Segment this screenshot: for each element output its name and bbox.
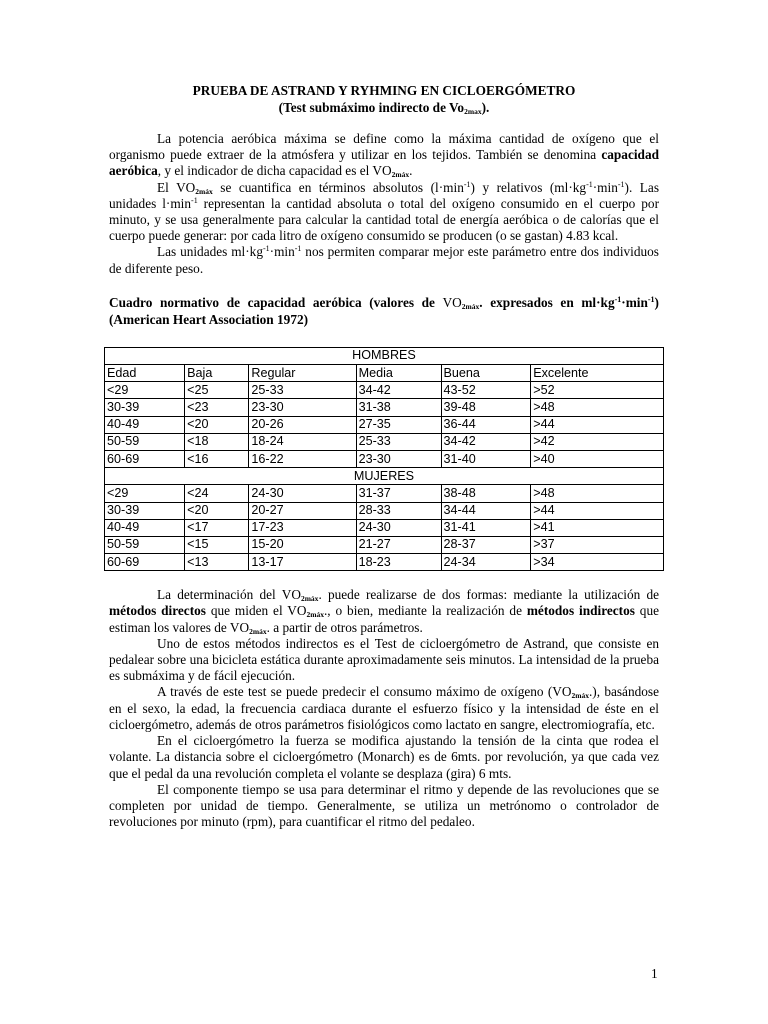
table-cell: <29: [105, 485, 185, 502]
title-line-2: (Test submáximo indirecto de $Vo_{2max}$).: [278, 100, 490, 116]
table-cell: 24-30: [356, 519, 441, 536]
paragraph-prediction: A través de este test se puede predecir el consumo máximo de oxígeno $(VO_{2máx}.)$, basándose en el sexo, la edad, la frecuencia cardiaca durante el esfuerzo físico y la intensidad de éste en el cicloergómetro, además de otros parámetros fisiológicos como lactato en sangre, electromiografía, etc.: [109, 684, 659, 732]
table-cell: <20: [185, 416, 249, 433]
table-cell: 21-27: [356, 536, 441, 553]
table-cell: 15-20: [249, 536, 356, 553]
table-cell: 13-17: [249, 554, 356, 571]
group-header-women-label: MUJERES: [105, 468, 664, 485]
table-cell: 40-49: [105, 416, 185, 433]
paragraph-methods: La determinación del $VO_{2máx}$. puede realizarse de dos formas: mediante la utilización de métodos directos que miden el $VO_{2máx}$., o bien, mediante la realización de métodos indirectos que estiman los valores de $VO_{2máx}$. a partir de otros parámetros.: [109, 587, 660, 636]
table-cell: 31-40: [441, 450, 531, 467]
table-cell: 24-34: [441, 554, 531, 571]
column-header: Excelente: [531, 365, 664, 382]
table-row: [105, 416, 664, 433]
table-cell: 16-22: [249, 450, 356, 467]
table-cell: 18-23: [356, 554, 441, 571]
table-cell: 60-69: [105, 450, 185, 467]
table-cell: <16: [185, 450, 249, 467]
table-cell: >48: [531, 399, 664, 416]
table-cell: 34-44: [441, 502, 531, 519]
table-cell: 20-27: [249, 502, 356, 519]
table-cell: >48: [531, 485, 664, 502]
table-cell: <25: [185, 382, 249, 399]
table-cell: 18-24: [249, 433, 356, 450]
table-cell: 31-41: [441, 519, 531, 536]
paragraph-astrand-test: Uno de estos métodos indirectos es el Test de cicloergómetro de Astrand, que consiste en pedalear sobre una bicicleta estática durante aproximadamente seis minutos. La intensidad de la prueba es submáxima y de fácil ejecución.: [109, 635, 659, 684]
aerobic-capacity-table: [104, 347, 664, 571]
group-header-women: [105, 468, 664, 485]
table-cell: 23-30: [249, 399, 356, 416]
table-cell: 39-48: [441, 399, 531, 416]
table-cell: >37: [531, 536, 664, 553]
table-cell: <18: [185, 433, 249, 450]
table-row: [105, 519, 664, 536]
table-row: [105, 536, 664, 553]
table-row: [105, 502, 664, 519]
table-cell: 30-39: [105, 502, 185, 519]
table-row: [105, 399, 664, 416]
table-cell: 20-26: [249, 416, 356, 433]
column-header: Baja: [185, 365, 249, 382]
paragraph-definition: La potencia aeróbica máxima se define como la máxima cantidad de oxígeno que el organismo puede extraer de la atmósfera y utilizar en los tejidos. También se denomina capacidad aeróbica, y el indicador de dicha capacidad es el $VO_{2máx}$.: [109, 131, 659, 180]
table-cell: 36-44: [441, 416, 531, 433]
column-header: Regular: [249, 365, 356, 382]
table-cell: 28-33: [356, 502, 441, 519]
table-cell: <17: [185, 519, 249, 536]
document-page: [109, 82, 659, 830]
table-cell: 25-33: [356, 433, 441, 450]
table-cell: >40: [531, 450, 664, 467]
table-row: [105, 450, 664, 467]
table-cell: 27-35: [356, 416, 441, 433]
table-cell: 28-37: [441, 536, 531, 553]
column-header: Media: [356, 365, 441, 382]
table-row: [105, 485, 664, 502]
table-cell: 34-42: [441, 433, 531, 450]
table-cell: <13: [185, 554, 249, 571]
table-row: [105, 433, 664, 450]
table-cell: >41: [531, 519, 664, 536]
paragraph-force: En el cicloergómetro la fuerza se modifica ajustando la tensión de la cinta que rodea el volante. La distancia sobre el cicloergómetro (Monarch) es de 6mts. por revolución, ya que cada vez que el pedal da una revolución completa el volante se desplaza (gira) 6 mts.: [109, 733, 659, 781]
table-cell: >52: [531, 382, 664, 399]
table-cell: 23-30: [356, 450, 441, 467]
paragraph-relative-units: Las unidades $ml\cdot kg^{-1}\cdot\min^{-1}$ nos permiten comparar mejor este parámetro entre dos individuos de diferente peso.: [109, 244, 659, 276]
title-line-1: PRUEBA DE ASTRAND Y RYHMING EN CICLOERGÓMETRO: [192, 83, 576, 98]
table-cell: 31-38: [356, 399, 441, 416]
table-cell: 43-52: [441, 382, 531, 399]
group-header-men-label: HOMBRES: [105, 347, 664, 364]
table-cell: 38-48: [441, 485, 531, 502]
table-cell: 60-69: [105, 554, 185, 571]
table-cell: <24: [185, 485, 249, 502]
table-cell: 50-59: [105, 536, 185, 553]
document-title: [109, 82, 659, 116]
table-header-row: [105, 365, 664, 382]
column-header: Buena: [441, 365, 531, 382]
table-cell: >44: [531, 502, 664, 519]
table-cell: >34: [531, 554, 664, 571]
table-cell: >44: [531, 416, 664, 433]
table-cell: 25-33: [249, 382, 356, 399]
column-header: Edad: [105, 365, 185, 382]
table-cell: 17-23: [249, 519, 356, 536]
paragraph-time: El componente tiempo se usa para determinar el ritmo y depende de las revoluciones que se completen por unidad de tiempo. Generalmente, se utiliza un metrónomo o controlador de revoluciones por minuto (rpm), para cuantificar el ritmo del pedaleo.: [109, 781, 659, 830]
table-caption: Cuadro normativo de capacidad aeróbica (valores de $VO_{2máx}$. expresados en $ml\cdot kg^{-1}\cdot\min^{-1}$) (American Heart Association 1972): [109, 294, 659, 327]
table-cell: 34-42: [356, 382, 441, 399]
table-row: [105, 554, 664, 571]
table-cell: 40-49: [105, 519, 185, 536]
table-cell: <15: [185, 536, 249, 553]
table-row: [105, 382, 664, 399]
table-cell: <29: [105, 382, 185, 399]
table-cell: <23: [185, 399, 249, 416]
page-number: 1: [651, 966, 658, 981]
table-cell: 31-37: [356, 485, 441, 502]
paragraph-units: El $VO_{2máx}$ se cuantifica en términos absolutos $(l\cdot\min^{-1})$ y relativos $(ml\cdot kg^{-1}\cdot\min^{-1})$. Las unidades $l\cdot\min^{-1}$ representan la cantidad absoluta o total del oxígeno consumido en el cuerpo por minuto, y se usa generalmente para calcular la cantidad total de energía aeróbica o de calorías que el cuerpo puede generar: por cada litro de oxígeno consumido se producen (o se gastan) 4.83 kcal.: [109, 179, 659, 244]
table-cell: 24-30: [249, 485, 356, 502]
table-cell: <20: [185, 502, 249, 519]
table-cell: >42: [531, 433, 664, 450]
table-cell: 50-59: [105, 433, 185, 450]
group-header-men: [105, 347, 664, 364]
table-cell: 30-39: [105, 399, 185, 416]
